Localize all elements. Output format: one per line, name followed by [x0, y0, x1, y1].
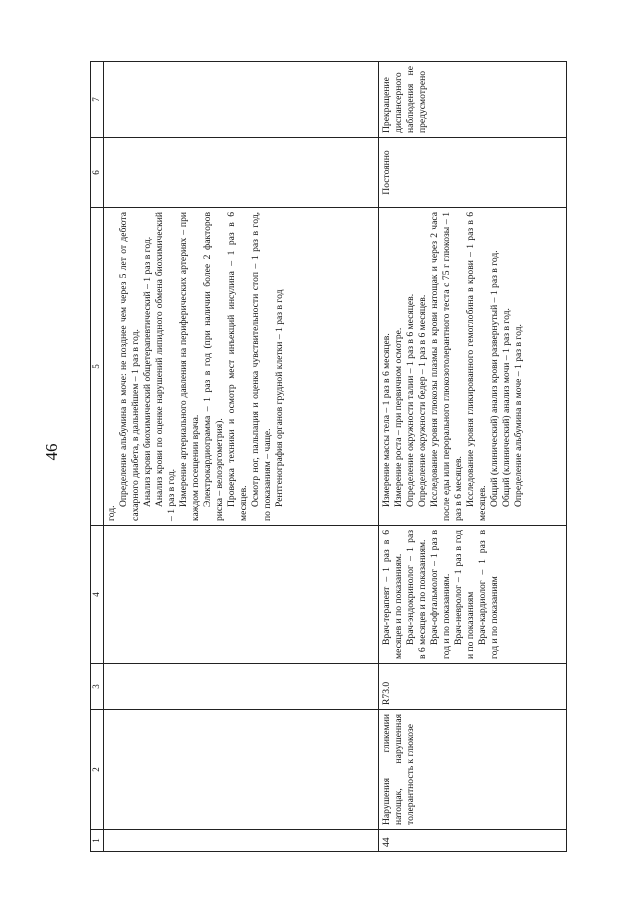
text-line: Измерение роста – при первичном осмотре. — [392, 327, 404, 507]
header-col-4: 4 — [91, 526, 104, 664]
text-line: Общий (клинический) анализ мочи – 1 раз в год. — [500, 308, 512, 507]
text-line: Измерение артериального давления на периферических артериях – при каждом посещении врача. — [177, 212, 201, 521]
header-col-7: 7 — [91, 62, 104, 138]
rotated-table — [90, 62, 560, 852]
cell-monitoring-continued — [104, 208, 379, 526]
text-line: Электрокардиограмма – 1 раз в год (при наличии более 2 факторов риска – велоэргометрия). — [201, 212, 225, 521]
cell-end-of-observation — [104, 62, 379, 138]
cell-empty — [104, 664, 379, 710]
header-col-2: 2 — [91, 710, 104, 830]
text-line: год. — [106, 505, 117, 521]
specialist-line: Врач-эндокринолог – 1 раз в 6 месяцев и по показаниям. — [404, 530, 428, 659]
header-col-1: 1 — [91, 830, 104, 852]
text-line: Определение окружности бедер – 1 раз в 6 месяцев. — [416, 294, 428, 507]
cell-frequency: Постоянно — [379, 138, 567, 208]
cell-monitoring — [379, 208, 567, 526]
cell-specialists — [379, 526, 567, 664]
header-col-3: 3 — [91, 664, 104, 710]
diagnosis-text: Нарушения гликемии натощак, нарушенная толерантность к глюкозе — [381, 714, 416, 825]
header-col-5: 5 — [91, 208, 104, 526]
table-row-44 — [379, 62, 567, 852]
cell-empty — [104, 710, 379, 830]
text-line: Осмотр ног, пальпация и оценка чувствительности стоп – 1 раз в год, по показаниям – чаще. — [249, 212, 273, 521]
text-line: Проверка техники и осмотр мест инъекций инсулина – 1 раз в 6 месяцев. — [225, 212, 249, 521]
text-line: Определение окружности талии – 1 раз в 6 месяцев. — [404, 293, 416, 507]
specialist-line: Врач-кардиолог – 1 раз в год и по показаниям — [476, 530, 500, 659]
text-line: Измерение массы тела – 1 раз в 6 месяцев. — [381, 333, 392, 507]
specialist-line: Врач-терапевт – 1 раз в 6 месяцев и по показаниям. — [381, 530, 404, 659]
header-row — [91, 62, 104, 852]
text-line: Анализ крови биохимический общетерапевтический – 1 раз в год. — [141, 236, 153, 507]
table-row-continued — [104, 62, 379, 852]
cell-empty — [104, 138, 379, 208]
cell-row-number: 44 — [379, 830, 567, 852]
specialist-line: Врач-невролог – 1 раз в год и по показаниям — [452, 530, 476, 659]
cell-diagnosis — [379, 710, 567, 830]
text-line: Рентгенография органов грудной клетки – 1 раз в год — [273, 289, 285, 507]
page-number: 46 — [42, 443, 61, 461]
header-col-6: 6 — [91, 138, 104, 208]
text-line: Определение альбумина в моче – 1 раз в год. — [512, 324, 524, 507]
text-line: Общий (клинический) анализ крови развернутый – 1 раз в год. — [488, 250, 500, 507]
cell-empty — [104, 526, 379, 664]
text-line: Исследование уровня гликированного гемоглобина в крови – 1 раз в 6 месяцев. — [464, 212, 488, 521]
dispensary-table — [90, 61, 567, 852]
text-line: Определение альбумина в моче: не позднее чем через 5 лет от дебюта сахарного диабета, в дальнейшем – 1 раз в год. — [117, 212, 141, 521]
cell-empty — [104, 830, 379, 852]
cell-icd-code: R73.0 — [379, 664, 567, 710]
cell-end — [379, 62, 567, 138]
text-line: Исследование уровня глюкозы плазмы в крови натощак и через 2 часа после еды или перорального глюкозотолерантного теста с 75 г глюкозы – 1 раз в 6 месяцев. — [428, 212, 464, 521]
specialist-line: Врач-офтальмолог – 1 раз в год и по показаниям. — [428, 530, 452, 659]
table-container — [90, 62, 524, 852]
text-line: Анализ крови по оценке нарушений липидного обмена биохимический – 1 раз в год. — [153, 212, 177, 521]
end-of-observation-text: Прекращение диспансерного наблюдения не предусмотрено — [381, 66, 428, 133]
